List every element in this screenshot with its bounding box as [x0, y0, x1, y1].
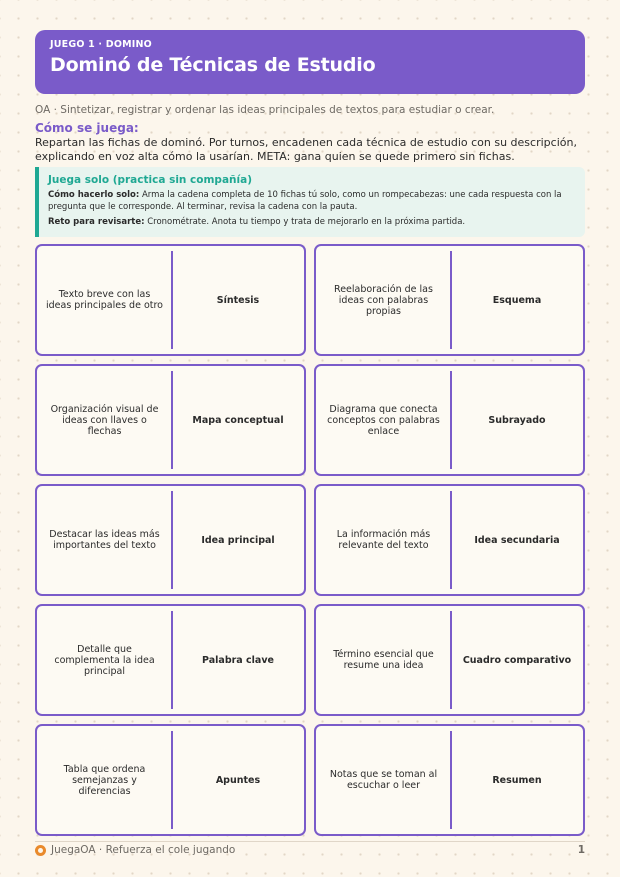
domino-tile[interactable]	[35, 244, 306, 356]
brand-logo-icon	[35, 845, 46, 856]
tile-description: Notas que se toman al escuchar o leer	[329, 769, 438, 791]
tile-description: La información más relevante del texto	[336, 529, 431, 551]
domino-tile[interactable]	[35, 604, 306, 716]
footer-brand-text: JuegaOA · Refuerza el cole jugando	[51, 844, 236, 856]
tile-description: Destacar las ideas más importantes del texto	[49, 529, 160, 551]
how-to-title: Cómo se juega:	[35, 121, 139, 135]
tile-description: Diagrama que conecta conceptos con palabras enlace	[327, 403, 440, 437]
solo-how-text: Arma la cadena completa de 10 fichas tú solo, como un rompecabezas: une cada respuesta con la pregunta que le corresponde. Al terminar, revisa la cadena con la pauta.	[48, 190, 562, 212]
tile-description: Texto breve con las ideas principales de otro	[45, 289, 163, 311]
how-to-text: Repartan las fichas de dominó. Por turnos, encadenen cada técnica de estudio con su descripción, explicando en voz alta cómo la usarían. META: gana quien se quede primero sin fichas.	[35, 136, 577, 163]
tile-description: Detalle que complementa la idea principal	[54, 643, 155, 677]
tile-term: Apuntes	[215, 774, 261, 786]
domino-tile[interactable]	[35, 484, 306, 596]
tile-term: Idea secundaria	[474, 534, 560, 546]
learning-objective: OA · Sintetizar, registrar y ordenar las ideas principales de textos para estudiar o crear.	[35, 104, 495, 116]
header-banner	[35, 30, 585, 94]
tile-term: Síntesis	[216, 294, 260, 306]
tile-description: Organización visual de ideas con llaves o flechas	[50, 403, 159, 437]
solo-challenge	[48, 216, 575, 228]
tile-term: Resumen	[492, 774, 542, 786]
domino-tile[interactable]	[314, 724, 585, 836]
solo-challenge-label: Reto para revisarte:	[48, 217, 145, 227]
domino-tile[interactable]	[35, 724, 306, 836]
domino-tile[interactable]	[314, 484, 585, 596]
tile-term: Mapa conceptual	[192, 414, 284, 426]
footer-divider	[35, 841, 585, 842]
tile-term: Cuadro comparativo	[462, 654, 572, 666]
solo-callout	[35, 167, 585, 237]
page-title: Dominó de Técnicas de Estudio	[50, 54, 376, 76]
domino-tile[interactable]	[35, 364, 306, 476]
solo-how-label: Cómo hacerlo solo:	[48, 190, 140, 200]
tile-description: Término esencial que resume una idea	[333, 649, 434, 671]
footer-brand	[35, 844, 235, 856]
page-number: 1	[577, 844, 585, 856]
tile-term: Esquema	[492, 294, 542, 306]
solo-how	[48, 189, 575, 213]
domino-tile[interactable]	[314, 604, 585, 716]
tile-term: Subrayado	[488, 414, 546, 426]
solo-title: Juega solo (practica sin compañía)	[48, 174, 252, 186]
tile-description: Tabla que ordena semejanzas y diferencias	[63, 763, 146, 797]
domino-tile[interactable]	[314, 364, 585, 476]
domino-tile[interactable]	[314, 244, 585, 356]
tile-term: Idea principal	[201, 534, 275, 546]
solo-challenge-text: Cronométrate. Anota tu tiempo y trata de mejorarlo en la próxima partida.	[147, 217, 466, 227]
tile-description: Reelaboración de las ideas con palabras propias	[334, 283, 433, 317]
tile-term: Palabra clave	[202, 654, 274, 666]
game-label: JUEGO 1 · DOMINO	[50, 39, 152, 50]
